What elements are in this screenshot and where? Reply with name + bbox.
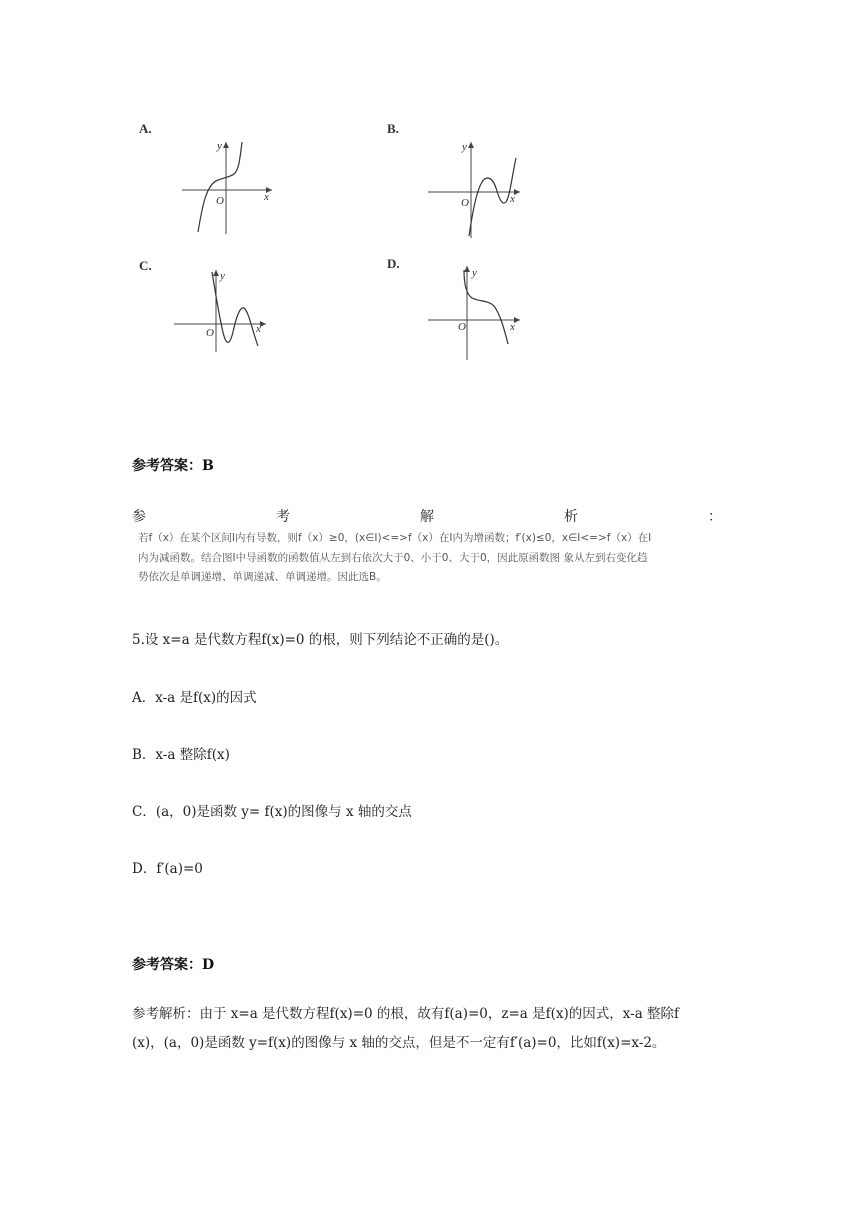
option-a-letter: A. [139, 121, 152, 136]
x-axis-arrow [260, 321, 266, 327]
analysis-heading-char: 参 [132, 509, 146, 525]
y-label: y [462, 141, 467, 153]
analysis-heading [132, 506, 722, 526]
x-label: x [256, 323, 261, 335]
question-5-option-c: C．(a，0)是函数 y= f(x)的图像与 x 轴的交点 [132, 804, 412, 820]
option-b-letter: B. [387, 121, 399, 136]
x-label: x [510, 193, 515, 205]
origin-label: O [461, 197, 469, 209]
answer-2: 参考答案：D [132, 957, 215, 973]
y-label: y [217, 140, 222, 152]
analysis-2-line: (x)，(a，0)是函数 y=f(x)的图像与 x 轴的交点，但是不一定有f′(a)=0，比如f(x)=x-2。 [132, 1035, 666, 1051]
analysis-1-line: 若f（x）在某个区间I内有导数，则f（x）≥0，(x∈I)<=>f（x）在I内为增函数；f′(x)≤0，x∈I<=>f（x）在I [138, 532, 652, 544]
curve [469, 158, 516, 236]
option-a-graph [178, 136, 278, 236]
question-5-option-a: A．x-a 是f(x)的因式 [132, 690, 257, 706]
curve [198, 142, 242, 232]
x-label: x [510, 321, 515, 333]
x-label: x [264, 191, 269, 203]
option-c-graph [172, 266, 272, 356]
analysis-1-line: 内为减函数。结合图I中导函数的函数值从左到右依次大于0、小于0、大于0，因此原函数图 象从左到右变化趋 [138, 552, 648, 564]
analysis-2-line: 参考解析：由于 x=a 是代数方程f(x)=0 的根，故有f(a)=0，z=a 是f(x)的因式，x-a 整除f [132, 1006, 680, 1022]
origin-label: O [458, 321, 466, 333]
y-label: y [220, 270, 225, 282]
origin-label: O [216, 195, 224, 207]
question-5-option-d: D．f′(a)=0 [132, 861, 203, 877]
origin-label: O [206, 327, 214, 339]
analysis-heading-char: ： [708, 509, 722, 525]
curve [464, 270, 508, 344]
option-d-letter: D. [387, 256, 400, 271]
x-axis-arrow [514, 189, 520, 195]
y-axis-arrow [223, 142, 229, 148]
curve [212, 272, 258, 346]
question-5-option-b: B．x-a 整除f(x) [132, 747, 230, 763]
y-axis-arrow [213, 270, 219, 276]
option-c-letter: C. [139, 258, 152, 273]
option-b-graph [424, 136, 528, 240]
y-axis-arrow [464, 266, 470, 272]
analysis-heading-char: 考 [276, 509, 290, 525]
option-d-graph [424, 262, 524, 362]
y-label: y [472, 267, 477, 279]
analysis-heading-char: 析 [564, 509, 578, 525]
analysis-1-line: 势依次是单调递增、单调递减、单调递增。因此选B。 [138, 571, 387, 583]
analysis-heading-char: 解 [420, 509, 434, 525]
answer-1: 参考答案：B [132, 458, 214, 474]
y-axis-arrow [468, 142, 474, 148]
question-5-stem: 5.设 x=a 是代数方程f(x)=0 的根，则下列结论不正确的是()。 [132, 632, 509, 648]
x-axis-arrow [514, 317, 520, 323]
